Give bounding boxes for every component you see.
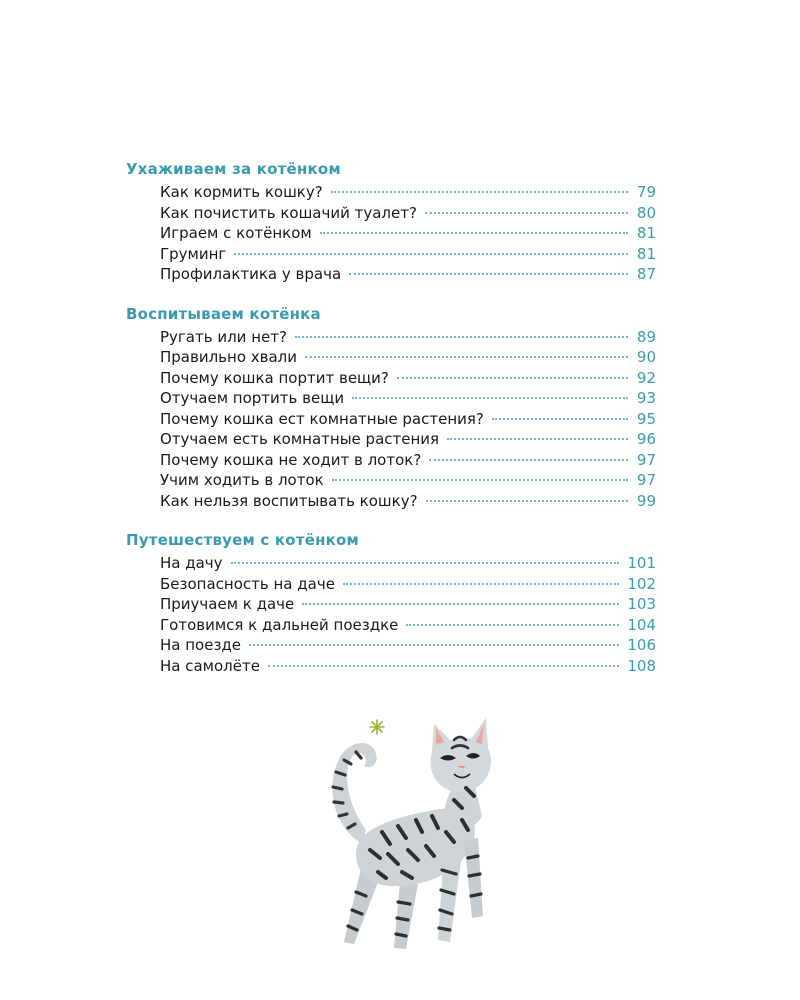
toc-entry[interactable]	[160, 615, 656, 636]
dot-leader	[295, 336, 628, 338]
toc-entry[interactable]	[160, 182, 656, 203]
entry-label: Груминг	[160, 244, 227, 263]
toc-entry[interactable]	[160, 409, 656, 430]
page-number: 103	[627, 595, 656, 613]
dot-leader	[343, 583, 619, 585]
page-number: 106	[627, 636, 656, 654]
entry-label: На самолёте	[160, 656, 260, 675]
entry-label: На поезде	[160, 636, 242, 654]
dot-leader	[397, 377, 628, 379]
page-number: 102	[627, 574, 656, 593]
toc-entry[interactable]	[160, 594, 656, 615]
entry-label: Играем с котёнком	[160, 224, 312, 242]
page-number: 101	[627, 554, 656, 572]
page-number: 108	[627, 656, 656, 675]
entry-label: Безопасность на даче	[160, 574, 335, 593]
entry-label: Как нельзя воспитывать кошку?	[160, 491, 418, 510]
page-number: 93	[636, 389, 656, 407]
toc-entry[interactable]	[160, 491, 656, 512]
entry-label: Готовимся к дальней поездке	[160, 615, 399, 634]
page-number: 87	[636, 265, 656, 283]
sparkle-icon	[370, 720, 384, 734]
toc-entry[interactable]	[160, 574, 656, 595]
entry-label: На дачу	[160, 554, 223, 572]
toc-entry[interactable]	[160, 553, 656, 574]
toc-entry[interactable]	[160, 327, 656, 348]
page-number: 90	[636, 348, 656, 366]
toc-entry[interactable]	[160, 450, 656, 471]
page-number: 95	[636, 409, 656, 428]
entry-label: Учим ходить в лоток	[160, 471, 324, 489]
page-number: 81	[636, 224, 656, 242]
toc-section	[126, 158, 656, 285]
dot-leader	[231, 562, 620, 564]
dot-leader	[249, 644, 619, 646]
page-number: 79	[636, 183, 656, 201]
toc-entry[interactable]	[160, 656, 656, 677]
page-number: 80	[636, 203, 656, 222]
toc-section	[126, 529, 656, 676]
page-number: 97	[636, 471, 656, 489]
entry-label: Как кормить кошку?	[160, 183, 323, 201]
page-number: 81	[636, 244, 656, 263]
dot-leader	[352, 397, 628, 399]
toc-entry[interactable]	[160, 368, 656, 389]
dot-leader	[425, 212, 628, 214]
page-number: 89	[636, 327, 656, 346]
entry-label: Отучаем портить вещи	[160, 389, 345, 407]
entry-label: Ругать или нет?	[160, 327, 287, 346]
page-number: 96	[636, 430, 656, 448]
entry-label: Отучаем есть комнатные растения	[160, 430, 440, 448]
toc-entry[interactable]	[160, 635, 656, 656]
tabby-cat-illustration	[322, 712, 502, 957]
entry-label: Почему кошка ест комнатные растения?	[160, 409, 484, 428]
page-number: 104	[627, 615, 656, 634]
toc-entry[interactable]	[160, 264, 656, 285]
dot-leader	[305, 356, 628, 358]
toc-entry[interactable]	[160, 388, 656, 409]
page-number: 99	[636, 491, 656, 510]
entry-label: Приучаем к даче	[160, 595, 295, 613]
section-title: Воспитываем котёнка	[126, 304, 321, 323]
entry-label: Как почистить кошачий туалет?	[160, 203, 417, 222]
dot-leader	[492, 418, 628, 420]
dot-leader	[332, 479, 628, 481]
section-title: Ухаживаем за котёнком	[126, 160, 341, 178]
dot-leader	[349, 273, 628, 275]
dot-leader	[320, 232, 628, 234]
entry-label: Профилактика у врача	[160, 265, 342, 283]
table-of-contents	[126, 158, 656, 694]
dot-leader	[331, 191, 628, 193]
dot-leader	[406, 624, 619, 626]
toc-entry[interactable]	[160, 347, 656, 368]
toc-entry[interactable]	[160, 203, 656, 224]
dot-leader	[302, 603, 619, 605]
entry-label: Почему кошка портит вещи?	[160, 368, 389, 387]
dot-leader	[268, 665, 619, 667]
entry-label: Почему кошка не ходит в лоток?	[160, 450, 422, 469]
toc-entry[interactable]	[160, 223, 656, 244]
section-title: Путешествуем с котёнком	[126, 531, 359, 549]
page-number: 92	[636, 368, 656, 387]
entry-label: Правильно хвали	[160, 348, 298, 366]
toc-entry[interactable]	[160, 429, 656, 450]
dot-leader	[447, 438, 628, 440]
dot-leader	[234, 253, 628, 255]
toc-entry[interactable]	[160, 244, 656, 265]
page-number: 97	[636, 450, 656, 469]
toc-section	[126, 303, 656, 512]
dot-leader	[426, 500, 628, 502]
toc-entry[interactable]	[160, 470, 656, 491]
dot-leader	[429, 459, 628, 461]
